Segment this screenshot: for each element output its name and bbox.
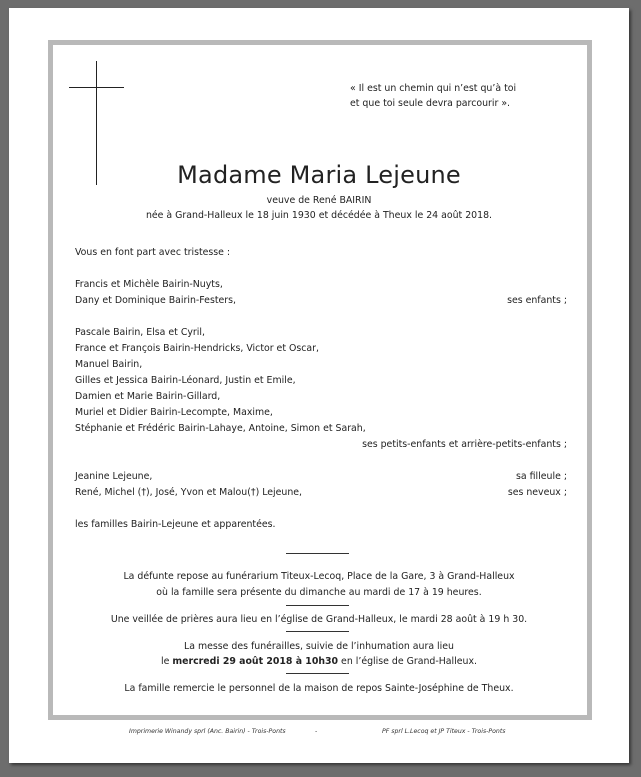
relation-label: sa filleule ; — [516, 471, 567, 482]
family-line: Pascale Bairin, Elsa et Cyril, — [75, 327, 205, 338]
printer-credit: Imprimerie Winandy sprl (Anc. Bairin) - Trois-Ponts — [129, 728, 286, 735]
funeral-info-line-2 — [9, 656, 629, 667]
family-line: France et François Bairin-Hendricks, Victor et Oscar, — [75, 343, 319, 354]
intro-text: Vous en font part avec tristesse : — [75, 247, 231, 258]
cross-icon-bar — [69, 87, 124, 88]
family-line: Francis et Michèle Bairin-Nuyts, — [75, 279, 223, 290]
birth-death-dates: née à Grand-Halleux le 18 juin 1930 et décédée à Theux le 24 août 2018. — [145, 210, 493, 221]
rest-info-line-1: La défunte repose au funérarium Titeux-Lecoq, Place de la Gare, 3 à Grand-Halleux — [123, 571, 515, 582]
thanks-line: La famille remercie le personnel de la maison de repos Sainte-Joséphine de Theux. — [124, 683, 514, 694]
quote-line-1: « Il est un chemin qui n’est qu’à toi — [350, 83, 517, 94]
obituary-page — [9, 8, 629, 763]
quote-line-2: et que toi seule devra parcourir ». — [350, 98, 511, 109]
funeral-location: en l’église de Grand-Halleux. — [338, 656, 477, 667]
footer-dash: - — [315, 728, 318, 735]
funeral-info-line-1: La messe des funérailles, suivie de l’inhumation aura lieu — [184, 641, 454, 652]
family-line: Muriel et Didier Bairin-Lecompte, Maxime, — [75, 407, 273, 418]
family-line: Manuel Bairin, — [75, 359, 143, 370]
family-line: Dany et Dominique Bairin-Festers, — [75, 295, 236, 306]
family-line: Stéphanie et Frédéric Bairin-Lahaye, Antoine, Simon et Sarah, — [75, 423, 366, 434]
deceased-name: Madame Maria Lejeune — [177, 161, 461, 189]
family-line: René, Michel (†), José, Yvon et Malou(†) Lejeune, — [75, 487, 303, 498]
relation-label: ses neveux ; — [507, 487, 567, 498]
epitaph-quote — [350, 81, 590, 111]
separator — [286, 673, 349, 674]
funeral-prefix: le — [161, 656, 173, 667]
families-line: les familles Bairin-Lejeune et apparentées. — [75, 519, 276, 530]
family-line: Gilles et Jessica Bairin-Léonard, Justin et Emile, — [75, 375, 296, 386]
separator — [286, 605, 349, 606]
relation-label: ses petits-enfants et arrière-petits-enfants ; — [362, 439, 567, 450]
separator — [286, 553, 349, 554]
widow-of: veuve de René BAIRIN — [266, 195, 372, 206]
vigil-info: Une veillée de prières aura lieu en l’église de Grand-Halleux, le mardi 28 août à 19 h 30. — [110, 614, 528, 625]
rest-info-line-2: où la famille sera présente du dimanche au mardi de 17 à 19 heures. — [156, 587, 482, 598]
separator — [286, 631, 349, 632]
relation-label: ses enfants ; — [507, 295, 567, 306]
family-line: Jeanine Lejeune, — [75, 471, 153, 482]
family-line: Damien et Marie Bairin-Gillard, — [75, 391, 221, 402]
undertaker-credit: PF sprl L.Lecoq et JP Titeux - Trois-Ponts — [382, 728, 506, 735]
funeral-date-time: mercredi 29 août 2018 à 10h30 — [172, 656, 339, 667]
